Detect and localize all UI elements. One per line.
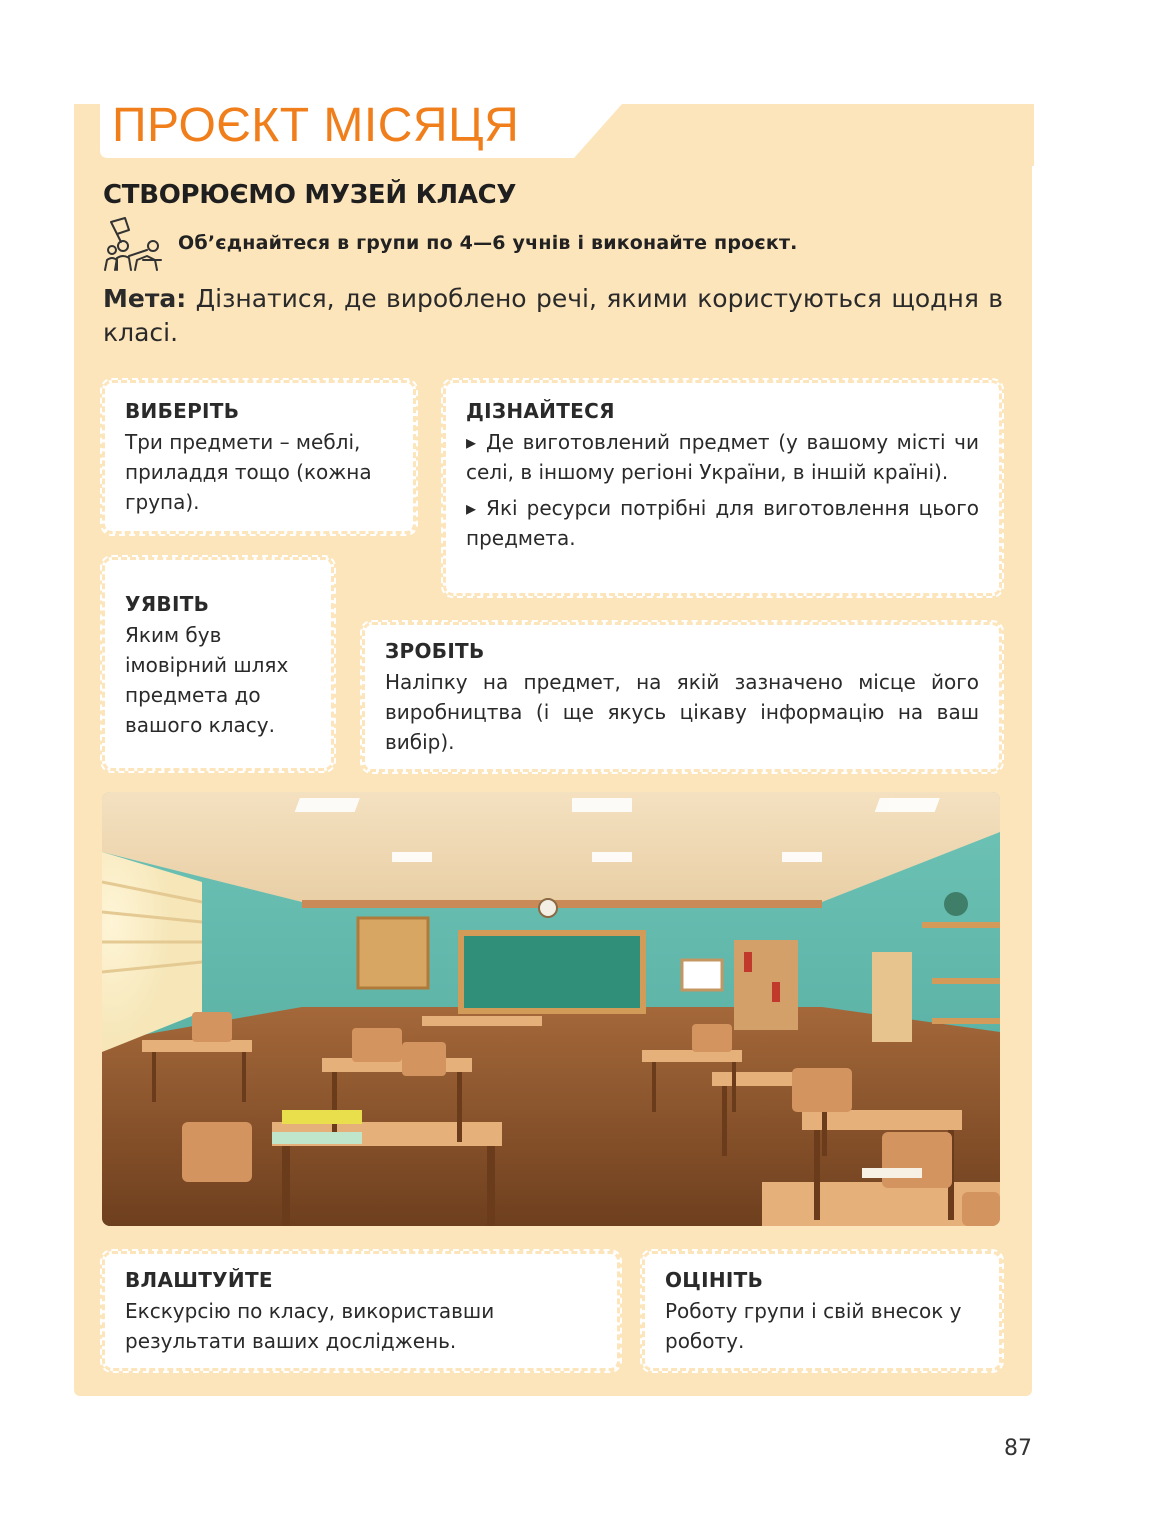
card-choose <box>102 380 416 534</box>
page-title: ПРОЄКТ МІСЯЦЯ <box>112 99 520 152</box>
list-item: ▸ Які ресурси потрібні для виготовлення цього предмета. <box>466 493 979 553</box>
card-imagine-heading: УЯВІТЬ <box>125 592 210 616</box>
card-organize-text: Екскурсію по класу, використавши результати ваших досліджень. <box>125 1299 495 1353</box>
card-find-out-heading: ДІЗНАЙТЕСЯ <box>466 399 615 423</box>
project-subtitle: СТВОРЮЄМО МУЗЕЙ КЛАСУ <box>103 180 517 210</box>
classroom-illustration <box>102 792 1000 1226</box>
card-organize <box>102 1251 620 1371</box>
group-instruction: Об’єднайтеся в групи по 4—6 учнів і виконайте проєкт. <box>178 232 798 254</box>
card-find-out <box>443 380 1002 596</box>
card-evaluate-heading: ОЦІНІТЬ <box>665 1268 764 1292</box>
goal-text: Дізнатися, де вироблено речі, якими користуються щодня в класі. <box>103 284 1003 347</box>
goal-paragraph <box>103 282 1003 350</box>
goal-label: Мета: <box>103 284 187 313</box>
card-organize-heading: ВЛАШТУЙТЕ <box>125 1268 273 1292</box>
card-choose-heading: ВИБЕРІТЬ <box>125 399 240 423</box>
card-evaluate <box>642 1251 1002 1371</box>
card-imagine <box>102 557 334 771</box>
card-choose-text: Три предмети – меблі, приладдя тощо (кожна група). <box>125 430 372 514</box>
card-imagine-text: Яким був імовірний шлях предмета до вашого класу. <box>125 623 289 737</box>
card-make-heading: ЗРОБІТЬ <box>385 639 485 663</box>
list-item: ▸ Де виготовлений предмет (у вашому місті чи селі, в іншому регіоні України, в іншій країні). <box>466 427 979 487</box>
card-find-out-list <box>466 427 979 553</box>
group-of-students-icon <box>103 216 165 272</box>
page-number: 87 <box>1004 1436 1032 1461</box>
card-evaluate-text: Роботу групи і свій внесок у роботу. <box>665 1299 962 1353</box>
card-make <box>362 622 1002 772</box>
card-make-text: Наліпку на предмет, на якій зазначено місце його виробництва (і ще якусь цікаву інформацію на ваш вибір). <box>385 670 979 754</box>
